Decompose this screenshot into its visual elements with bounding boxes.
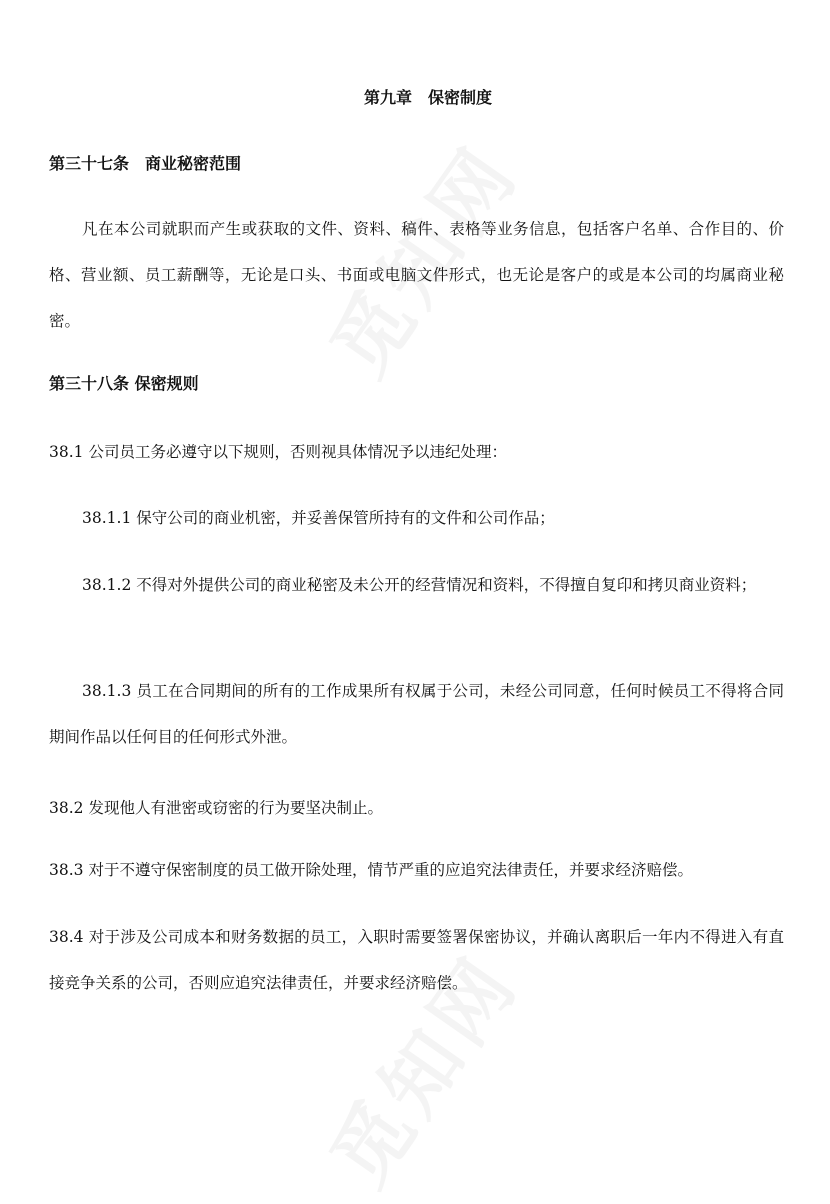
item-38-1-1: 38.1.1 保守公司的商业机密，并妥善保管所持有的文件和公司作品； — [82, 509, 555, 527]
item-38-3: 38.3 对于不遵守保密制度的员工做开除处理，情节严重的应追究法律责任，并要求经济赔偿。 — [49, 861, 693, 879]
item-38-4: 38.4 对于涉及公司成本和财务数据的员工，入职时需要签署保密协议，并确认离职后一年内不得进入有直接竞争关系的公司，否则应追究法律责任，并要求经济赔偿。 — [49, 928, 784, 992]
chapter-title: 第九章 保密制度 — [363, 88, 492, 107]
article-37-heading: 第三十七条 商业秘密范围 — [49, 154, 242, 173]
item-38-1-2: 38.1.2 不得对外提供公司的商业秘密及未公开的经营情况和资料，不得擅自复印和拷贝商业资料； — [82, 576, 757, 594]
article-37-body: 凡在本公司就职而产生或获取的文件、资料、稿件、表格等业务信息，包括客户名单、合作目的、价格、营业额、员工薪酬等，无论是口头、书面或电脑文件形式，也无论是客户的或是本公司的均属商业秘密。 — [49, 220, 784, 330]
item-38-2: 38.2 发现他人有泄密或窃密的行为要坚决制止。 — [49, 799, 383, 817]
item-38-1-3: 38.1.3 员工在合同期间的所有的工作成果所有权属于公司，未经公司同意，任何时候员工不得将合同期间作品以任何目的任何形式外泄。 — [49, 682, 784, 746]
article-38-heading: 第三十八条 保密规则 — [49, 374, 199, 393]
item-38-1: 38.1 公司员工务必遵守以下规则，否则视具体情况予以违纪处理： — [49, 443, 507, 461]
